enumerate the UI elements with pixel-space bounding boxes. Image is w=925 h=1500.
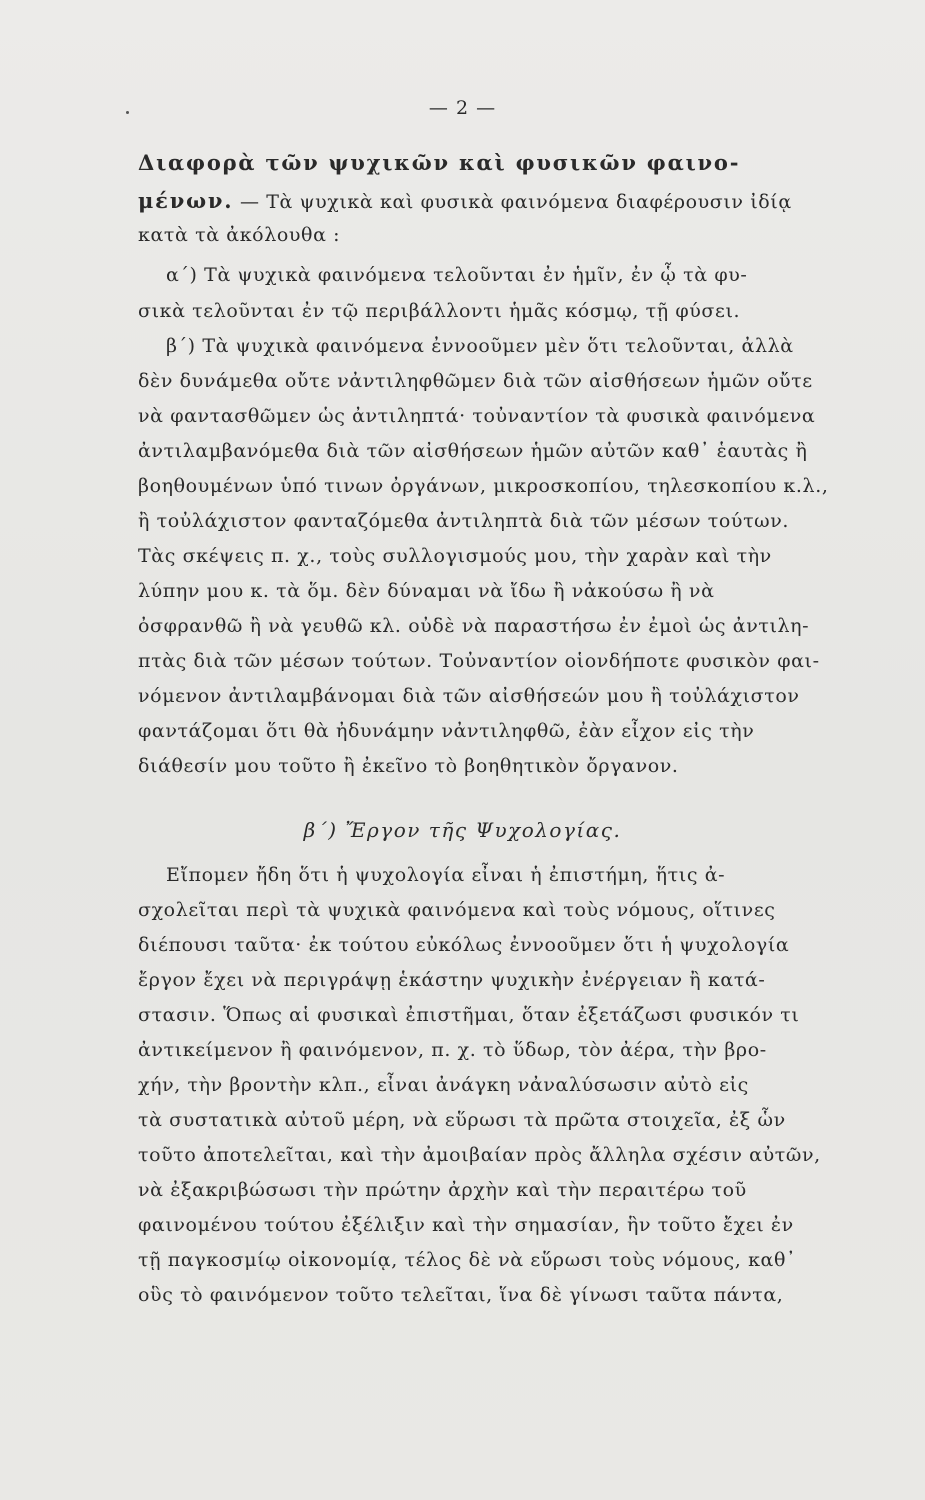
text-line-24 bbox=[138, 1037, 850, 1063]
text-line-9 bbox=[138, 438, 850, 464]
line-text: νὰ ἐξακριβώσωσι τὴν πρώτην ἀρχὴν καὶ τὴν περαιτέρω τοῦ bbox=[138, 1179, 747, 1201]
text-line-29 bbox=[138, 1212, 850, 1238]
line-text: διάθεσίν μου τοῦτο ἢ ἐκεῖνο τὸ βοηθητικὸν ὄργανον. bbox=[138, 755, 679, 777]
line-text: ἢ τοὐλάχιστον φανταζόμεθα ἀντιληπτὰ διὰ τῶν μέσων τούτων. bbox=[138, 510, 790, 532]
text-line-27 bbox=[138, 1142, 850, 1168]
line-text: πτὰς διὰ τῶν μέσων τούτων. Τοὐναντίον οἱονδήποτε φυσικὸν φαι- bbox=[138, 650, 820, 672]
line-text: Τὰς σκέψεις π. χ., τοὺς συλλογισμούς μου, τὴν χαρὰν καὶ τὴν bbox=[138, 545, 772, 567]
text-line-8 bbox=[138, 403, 850, 429]
text-line-21 bbox=[138, 932, 850, 958]
text-line-26 bbox=[138, 1107, 850, 1133]
section-title: β΄) Ἔργον τῆς Ψυχολογίας. bbox=[303, 818, 622, 842]
line-text: φαντάζομαι ὅτι θὰ ἠδυνάμην νἀντιληφθῶ, ἐὰν εἶχον εἰς τὴν bbox=[138, 720, 755, 742]
text-line-28 bbox=[138, 1177, 850, 1203]
text-line-3 bbox=[138, 222, 850, 248]
line-text: λύπην μου κ. τὰ ὅμ. δὲν δύναμαι νὰ ἴδω ἢ νἀκούσω ἢ νὰ bbox=[138, 580, 715, 602]
text-line-30 bbox=[138, 1247, 850, 1273]
text-line-25 bbox=[138, 1072, 850, 1098]
line-text: στασιν. Ὅπως αἱ φυσικαὶ ἐπιστῆμαι, ὅταν ἐξετάζωσι φυσικόν τι bbox=[138, 1004, 800, 1026]
text-line-5 bbox=[138, 298, 850, 324]
line-text: ἀντιλαμβανόμεθα διὰ τῶν αἰσθήσεων ἡμῶν αὐτῶν καθ᾽ ἑαυτὰς ἢ bbox=[138, 440, 808, 462]
line-text: Εἴπομεν ἤδη ὅτι ἡ ψυχολογία εἶναι ἡ ἐπιστήμη, ἥτις ἀ- bbox=[166, 864, 726, 886]
heading-bold-text: μένων. bbox=[138, 188, 234, 213]
page-number: — 2 — bbox=[428, 97, 497, 119]
line-text: ἀντικείμενον ἢ φαινόμενον, π. χ. τὸ ὕδωρ, τὸν ἀέρα, τὴν βρο- bbox=[138, 1039, 767, 1061]
text-line-19 bbox=[138, 862, 878, 888]
line-text: α΄) Τὰ ψυχικὰ φαινόμενα τελοῦνται ἐν ἡμῖν, ἐν ᾧ τὰ φυ- bbox=[166, 264, 748, 286]
text-line-7 bbox=[138, 368, 850, 394]
line-text: νόμενον ἀντιλαμβάνομαι διὰ τῶν αἰσθήσεών μου ἢ τοὐλάχιστον bbox=[138, 685, 800, 707]
line-text: ἔργον ἔχει νὰ περιγράψῃ ἑκάστην ψυχικὴν ἐνέργειαν ἢ κατά- bbox=[138, 969, 766, 991]
line-text: βοηθουμένων ὑπό τινων ὀργάνων, μικροσκοπίου, τηλεσκοπίου κ.λ., bbox=[138, 475, 829, 497]
text-line-13 bbox=[138, 578, 850, 604]
text-line-17 bbox=[138, 718, 850, 744]
line-text: τοῦτο ἀποτελεῖται, καὶ τὴν ἀμοιβαίαν πρὸς ἄλληλα σχέσιν αὐτῶν, bbox=[138, 1144, 821, 1166]
line-text: κατὰ τὰ ἀκόλουθα : bbox=[138, 224, 341, 246]
line-text: δὲν δυνάμεθα οὔτε νἀντιληφθῶμεν διὰ τῶν αἰσθήσεων ἡμῶν οὔτε bbox=[138, 370, 813, 392]
line-text: β΄) Τὰ ψυχικὰ φαινόμενα ἐννοοῦμεν μὲν ὅτι τελοῦνται, ἀλλὰ bbox=[166, 335, 794, 357]
line-text: ὀσφρανθῶ ἢ νὰ γευθῶ κλ. οὐδὲ νὰ παραστήσω ἐν ἐμοὶ ὡς ἀντιλη- bbox=[138, 615, 810, 637]
text-line-22 bbox=[138, 967, 850, 993]
text-line-15 bbox=[138, 648, 850, 674]
text-line-12 bbox=[138, 543, 850, 569]
text-line-16 bbox=[138, 683, 850, 709]
text-line-11 bbox=[138, 508, 850, 534]
line-text: — Τὰ ψυχικὰ καὶ φυσικὰ φαινόμενα διαφέρουσιν ἰδίᾳ bbox=[240, 191, 792, 213]
text-line-10 bbox=[138, 473, 850, 499]
line-text: διέπουσι ταῦτα· ἐκ τούτου εὐκόλως ἐννοοῦμεν ὅτι ἡ ψυχολογία bbox=[138, 934, 790, 956]
line-text: χήν, τὴν βροντὴν κλπ., εἶναι ἀνάγκη νἀναλύσωσιν αὐτὸ εἰς bbox=[138, 1074, 749, 1096]
line-text: οὓς τὸ φαινόμενον τοῦτο τελεῖται, ἵνα δὲ γίνωσι ταῦτα πάντα, bbox=[138, 1284, 784, 1306]
text-line-6 bbox=[138, 333, 878, 359]
text-line-20 bbox=[138, 897, 850, 923]
line-text: φαινομένου τούτου ἐξέλιξιν καὶ τὴν σημασίαν, ἣν τοῦτο ἔχει ἐν bbox=[138, 1214, 794, 1236]
line-text: νὰ φαντασθῶμεν ὡς ἀντιληπτά· τοὐναντίον τὰ φυσικὰ φαινόμενα bbox=[138, 405, 816, 427]
line-text: τὰ συστατικὰ αὐτοῦ μέρη, νὰ εὕρωσι τὰ πρῶτα στοιχεῖα, ἐξ ὧν bbox=[138, 1109, 786, 1131]
line-text: σχολεῖται περὶ τὰ ψυχικὰ φαινόμενα καὶ τοὺς νόμους, οἵτινες bbox=[138, 899, 776, 921]
heading-bold-text: Διαφορὰ τῶν ψυχικῶν καὶ φυσικῶν φαινο- bbox=[138, 150, 741, 175]
text-line-1 bbox=[138, 150, 850, 177]
text-line-18 bbox=[138, 753, 850, 779]
line-text: τῇ παγκοσμίῳ οἰκονομίᾳ, τέλος δὲ νὰ εὕρωσι τοὺς νόμους, καθ᾽ bbox=[138, 1249, 797, 1271]
text-line-31 bbox=[138, 1282, 850, 1308]
line-text: σικὰ τελοῦνται ἐν τῷ περιβάλλοντι ἡμᾶς κόσμῳ, τῇ φύσει. bbox=[138, 300, 741, 322]
text-line-2 bbox=[138, 188, 850, 215]
text-line-14 bbox=[138, 613, 850, 639]
text-line-23 bbox=[138, 1002, 850, 1028]
text-line-4 bbox=[138, 262, 878, 288]
